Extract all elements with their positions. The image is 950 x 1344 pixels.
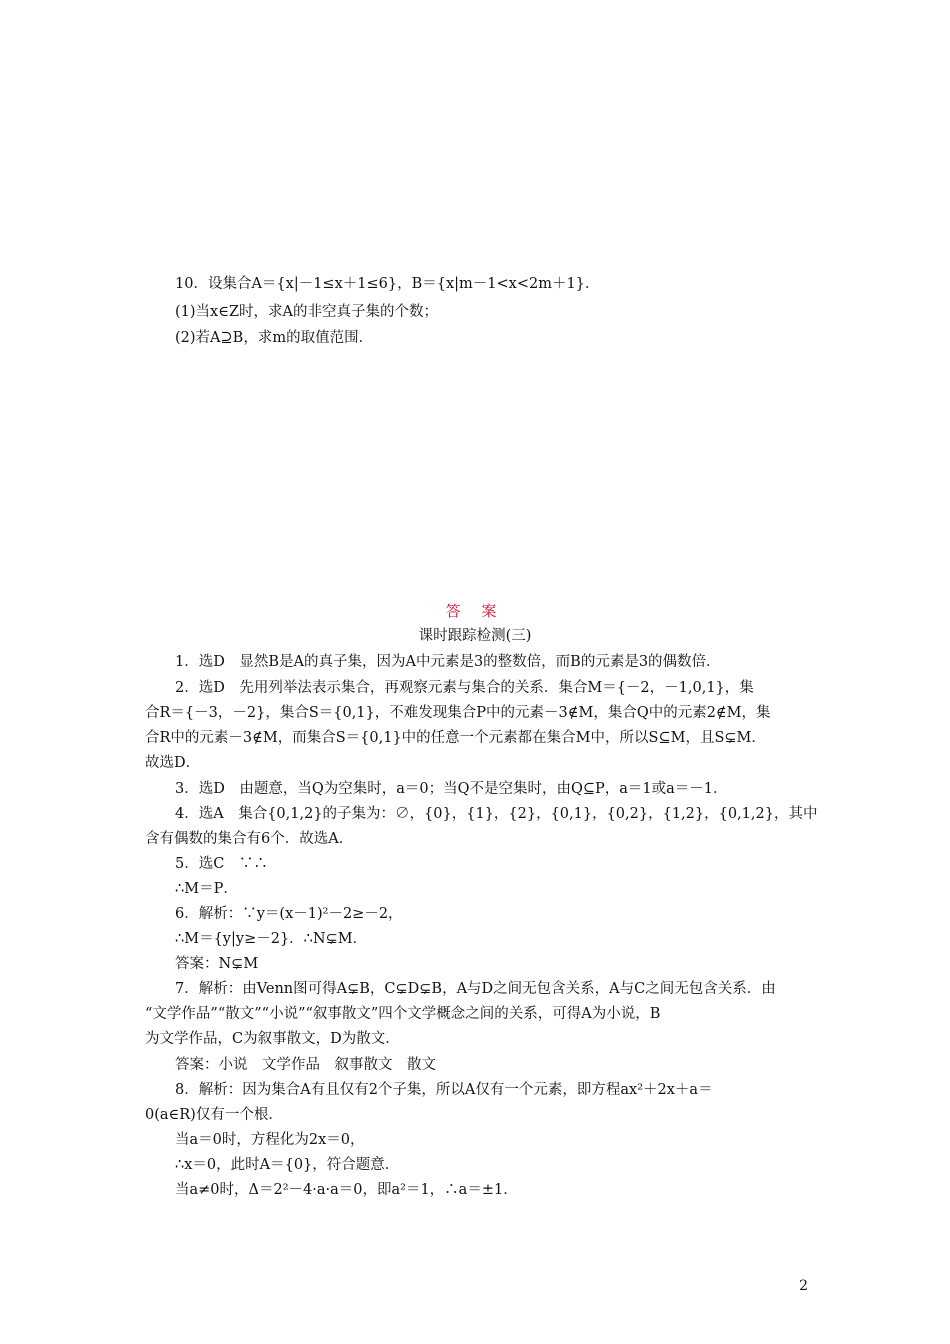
answer-heading: 答 案 [445, 602, 505, 620]
answer-line: 为文学作品，C为叙事散文，D为散文． [145, 1031, 400, 1047]
answer-line: “文学作品”“散文”“小说”“叙事散文”四个文学概念之间的关系，可得A为小说，B [145, 1006, 661, 1022]
answer-line: 当a≠0时，Δ＝2²－4·a·a＝0，即a²＝1，∴a＝±1． [175, 1182, 518, 1198]
answer-line: 0(a∈R)仅有一个根． [145, 1107, 283, 1123]
answer-line: ∴M＝P． [175, 881, 238, 897]
answer-line: 2．选D 先用列举法表示集合，再观察元素与集合的关系．集合M＝{－2，－1,0,1}，集 [175, 680, 754, 696]
answer-line: 答案：小说 文学作品 叙事散文 散文 [175, 1057, 436, 1073]
answer-line: 合R中的元素－3∉M，而集合S＝{0,1}中的任意一个元素都在集合M中，所以S⊆M，且S⊊M． [145, 730, 766, 746]
section-title: 课时跟踪检测(三) [418, 628, 532, 644]
page-number: 2 [799, 1278, 808, 1294]
answer-line: 3．选D 由题意，当Q为空集时，a＝0；当Q不是空集时，由Q⊆P，a＝1或a＝－1． [175, 781, 728, 797]
answer-line: 4．选A 集合{0,1,2}的子集为：∅，{0}，{1}，{2}，{0,1}，{0,2}，{1,2}，{0,1,2}，其中 [175, 806, 818, 822]
question-10-part1: (1)当x∈Z时，求A的非空真子集的个数； [175, 304, 438, 320]
answer-line: 5．选C ∵∴ [175, 856, 268, 872]
answer-line: 含有偶数的集合有6个．故选A． [145, 831, 354, 847]
answer-line: 7．解析：由Venn图可得A⊊B，C⊊D⊊B，A与D之间无包含关系，A与C之间无包含关系．由 [175, 981, 776, 997]
answer-line: 当a＝0时，方程化为2x＝0， [175, 1132, 365, 1148]
answer-line: 合R＝{－3，－2}，集合S＝{0,1}，不难发现集合P中的元素－3∉M，集合Q中的元素2∉M，集 [145, 705, 771, 721]
answer-line: 故选D． [145, 755, 201, 771]
answer-line: 6．解析：∵y＝(x－1)²－2≥－2， [175, 906, 403, 922]
question-10-part2: (2)若A⊇B，求m的取值范围． [175, 330, 374, 346]
answer-line: ∴x＝0，此时A＝{0}，符合题意． [175, 1157, 400, 1173]
answer-line: 答案：N⊊M [175, 956, 259, 972]
answer-line: ∴M＝{y|y≥－2}．∴N⊊M． [175, 931, 368, 947]
answer-line: 8．解析：因为集合A有且仅有2个子集，所以A仅有一个元素，即方程ax²＋2x＋a＝ [175, 1082, 713, 1098]
answer-line: 1．选D 显然B是A的真子集，因为A中元素是3的整数倍，而B的元素是3的偶数倍． [175, 654, 721, 670]
question-10-stem: 10．设集合A＝{x|－1≤x＋1≤6}，B＝{x|m－1<x<2m＋1}． [175, 276, 600, 292]
